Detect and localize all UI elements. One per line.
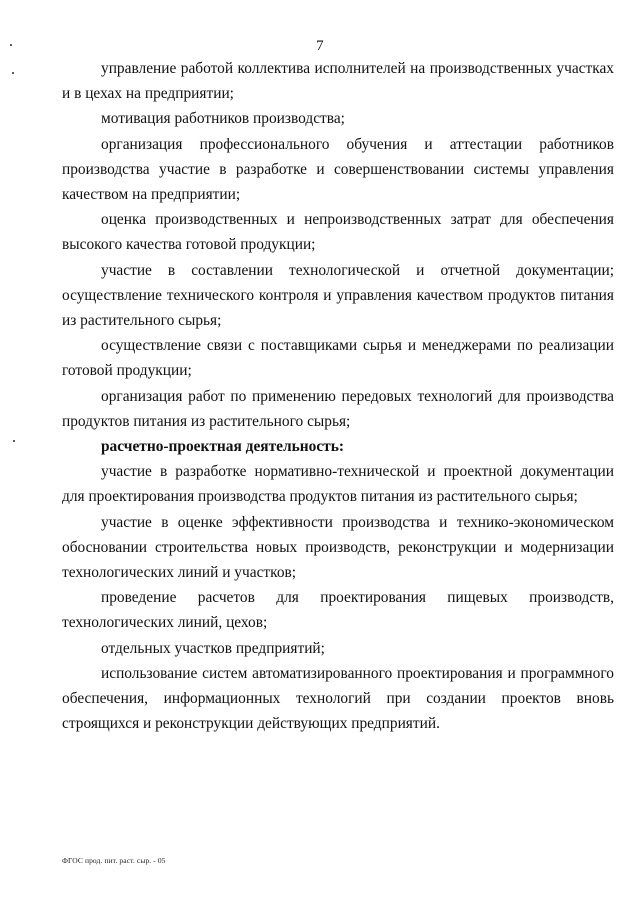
paragraph-advanced-technologies: организация работ по применению передовых технологий для производства продуктов питания из растительного сырья;: [62, 387, 614, 430]
section-heading-design-activity: расчетно-проектная деятельность:: [101, 438, 344, 456]
paragraph-cad-systems: использование систем автоматизированного проектирования и программного обеспечения, информационных технологий при создании проектов вновь строящихся и реконструкции действующих предприятий.: [62, 664, 614, 733]
paragraph-design-calculations: проведение расчетов для проектирования пищевых производств, технологических линий, цехов;: [62, 589, 614, 632]
scan-speck: [12, 72, 14, 74]
paragraph-production-management: управление работой коллектива исполнителей на производственных участках и в цехах на предприятии;: [62, 60, 614, 103]
paragraph-supplier-relations: осуществление связи с поставщиками сырья и менеджерами по реализации готовой продукции;: [62, 337, 614, 380]
paragraph-motivation: мотивация работников производства;: [101, 110, 345, 128]
body-text: [62, 56, 614, 736]
page-number: 7: [316, 38, 324, 54]
paragraph-efficiency-assessment: участие в оценке эффективности производства и технико-экономическом обосновании строительства новых производств, реконструкции и модернизации технологических линий и участков;: [62, 513, 614, 582]
paragraph-normative-documentation: участие в разработке нормативно-технической и проектной документации для проектирования производства продуктов питания из растительного сырья;: [62, 463, 614, 506]
scan-speck: [13, 440, 15, 442]
scan-speck: [10, 44, 12, 46]
paragraph-training-certification: организация профессионального обучения и аттестации работников производства участие в разработке и совершенствовании системы управления качеством на предприятии;: [62, 135, 614, 204]
document-footer: ФГОС прод. пит. раст. сыр. - 05: [62, 856, 166, 865]
paragraph-documentation-control: участие в составлении технологической и отчетной документации; осуществление технического контроля и управления качеством продуктов питания из растительного сырья;: [62, 261, 614, 330]
paragraph-cost-assessment: оценка производственных и непроизводственных затрат для обеспечения высокого качества готовой продукции;: [62, 211, 614, 254]
paragraph-separate-sections: отдельных участков предприятий;: [101, 639, 325, 657]
